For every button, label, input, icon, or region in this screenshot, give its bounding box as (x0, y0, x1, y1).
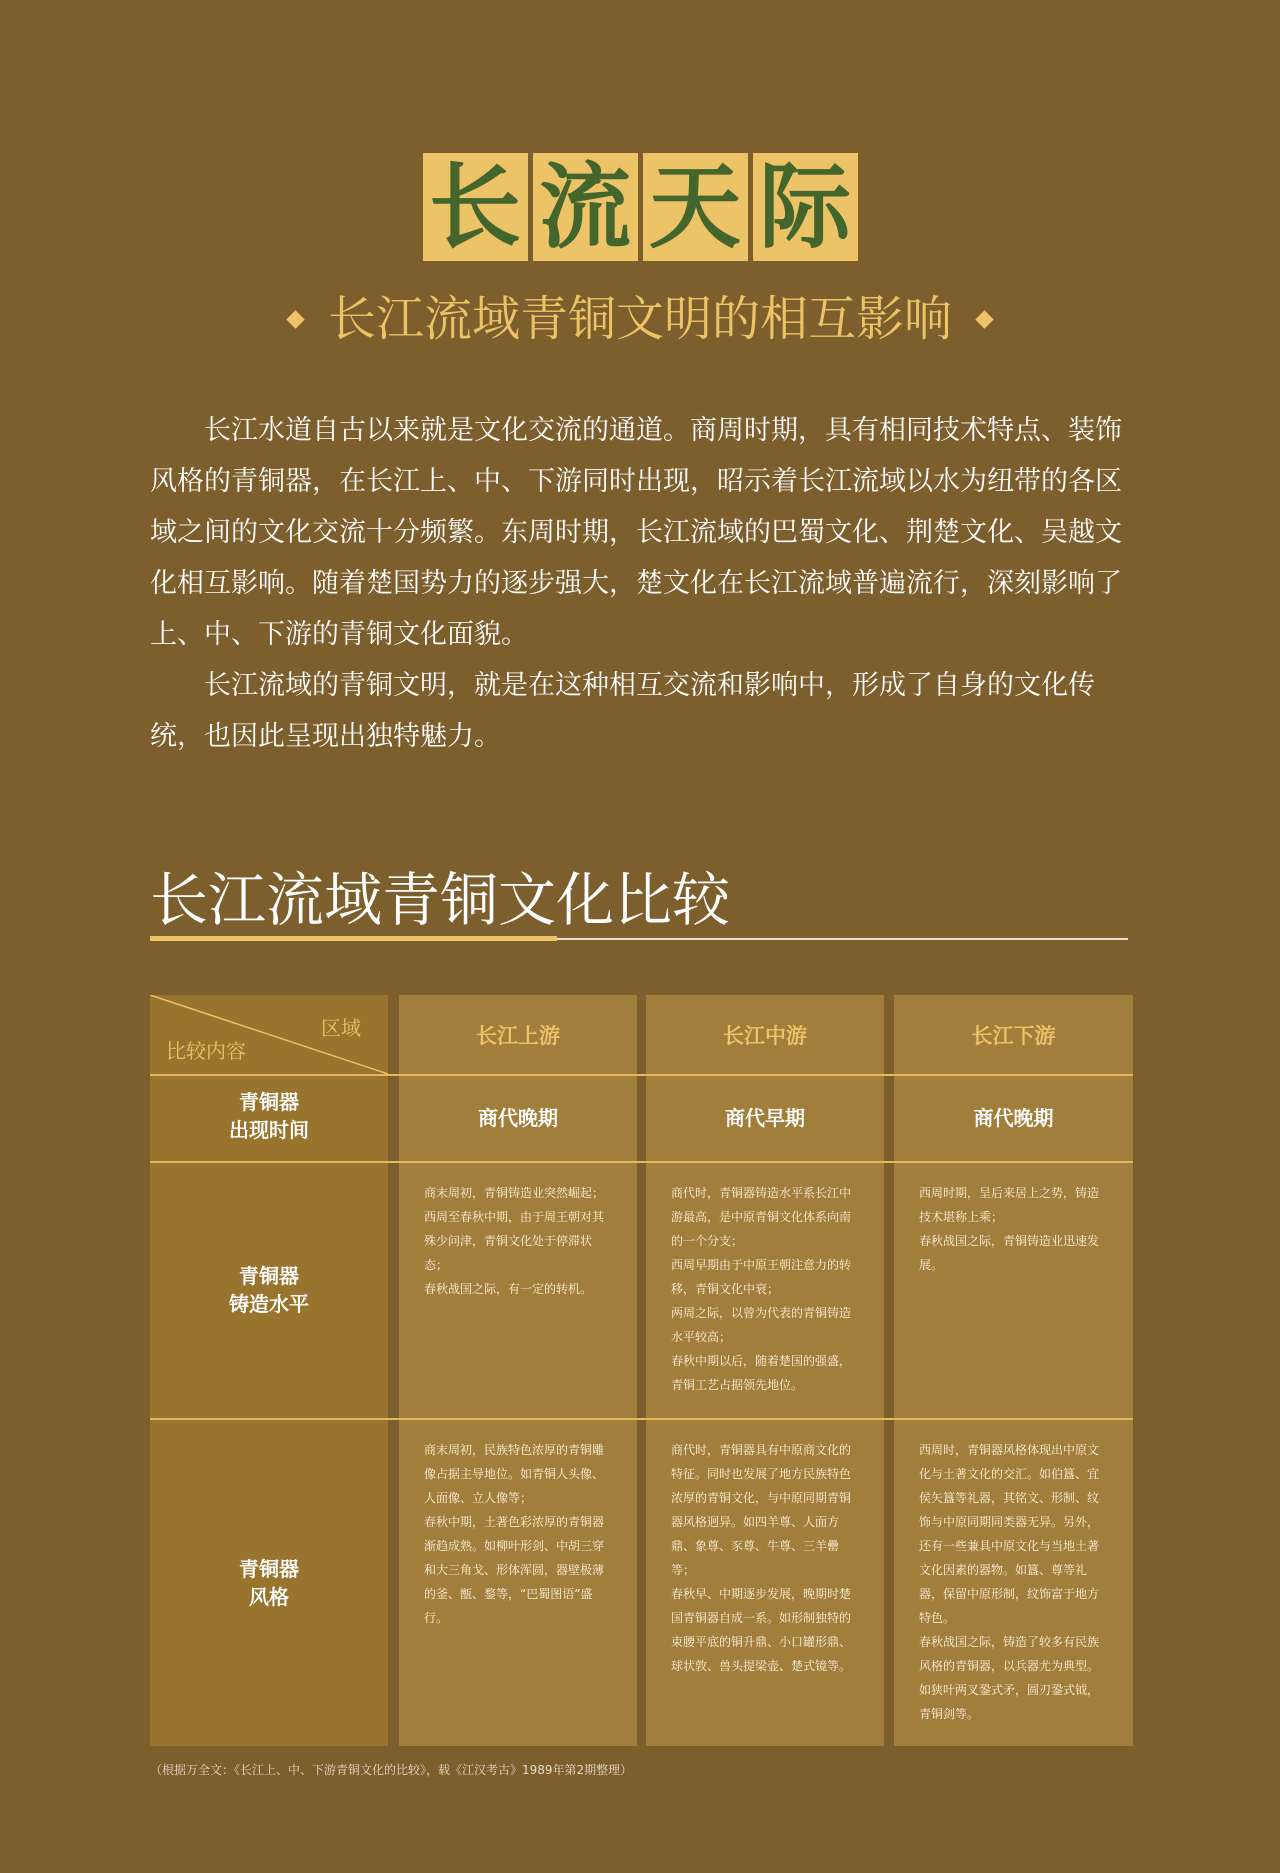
level-upper (399, 1181, 637, 1301)
region-label: 区域 (321, 1016, 361, 1040)
detail-line: 春秋战国之际，有一定的转机。 (424, 1282, 593, 1296)
footnote: （根据万全文：《长江上、中、下游青铜文化的比较》，载《江汉考古》1989年第2期整理） (150, 1763, 633, 1777)
row-label-time (150, 1076, 388, 1156)
intro-text (150, 405, 1130, 762)
row-label-line: 青铜器 (239, 1263, 299, 1288)
style-lower (894, 1438, 1133, 1726)
style-middle (646, 1438, 884, 1678)
compare-label: 比较内容 (166, 1039, 246, 1063)
level-lower (894, 1181, 1133, 1277)
row-label-line: 出现时间 (229, 1118, 309, 1142)
main-title (0, 153, 1280, 261)
time-upper: 商代晚期 (478, 1105, 558, 1130)
detail-line: 春秋早、中期逐步发展，晚期时楚国青铜器自成一系。如形制独特的束腰平底的铜升鼎、小口罐形鼎、球状敦、兽头提梁壶、楚式镜等。 (671, 1587, 852, 1673)
comparison-table (150, 995, 1133, 1746)
detail-line: 西周早期由于中原王朝注意力的转移，青铜文化中衰； (671, 1258, 852, 1296)
diamond-left-icon (286, 310, 304, 328)
intro-paragraph: 长江水道自古以来就是文化交流的通道。商周时期，具有相同技术特点、装饰风格的青铜器，在长江上、中、下游同时出现，昭示着长江流域以水为纽带的各区域之间的文化交流十分频繁。东周时期，长江流域的巴蜀文化、荆楚文化、吴越文化相互影响。随着楚国势力的逐步强大，楚文化在长江流域普遍流行，深刻影响了上、中、下游的青铜文化面貌。 (150, 415, 1122, 650)
header-lower: 长江下游 (971, 1023, 1056, 1048)
intro-paragraph: 长江流域的青铜文明，就是在这种相互交流和影响中，形成了自身的文化传统，也因此呈现出独特魅力。 (150, 670, 1095, 752)
detail-line: 商代时，青铜器具有中原商文化的特征。同时也发展了地方民族特色浓厚的青铜文化，与中原同期青铜器风格迥异。如四羊尊、人面方鼎、象尊、豕尊、牛尊、三羊罍等； (671, 1443, 852, 1577)
subtitle-row (0, 283, 1280, 355)
detail-line: 春秋战国之际，青铜铸造业迅速发展。 (919, 1234, 1100, 1272)
row-label-style (150, 1420, 388, 1746)
time-lower: 商代晚期 (973, 1105, 1054, 1130)
detail-line: 春秋中期以后，随着楚国的强盛，青铜工艺占据领先地位。 (671, 1354, 852, 1392)
detail-line: 商末周初，青铜铸造业突然崛起； (424, 1186, 605, 1200)
title-char: 天 (643, 153, 748, 261)
detail-line: 西周时期，呈后来居上之势，铸造技术堪称上乘； (919, 1186, 1100, 1224)
row-label-line: 风格 (249, 1585, 289, 1609)
style-upper (399, 1438, 637, 1630)
row-label-level (150, 1163, 388, 1416)
detail-line: 西周至春秋中期，由于周王朝对其殊少问津，青铜文化处于停滞状态； (424, 1210, 605, 1272)
header-upper: 长江上游 (476, 1023, 560, 1048)
row-label-line: 铸造水平 (229, 1291, 309, 1316)
detail-line: 春秋战国之际，铸造了较多有民族风格的青铜器，以兵器尤为典型。如狭叶两叉銎式矛，圆刃銎式钺，青铜剑等。 (919, 1635, 1100, 1721)
detail-line: 商代时，青铜器铸造水平系长江中游最高，是中原青铜文化体系向南的一个分支； (671, 1186, 852, 1248)
row-label-line: 青铜器 (239, 1090, 299, 1114)
diamond-right-icon (975, 310, 993, 328)
section-title: 长江流域青铜文化比较 (150, 866, 731, 934)
detail-line: 春秋中期，土著色彩浓厚的青铜器渐趋成熟。如柳叶形剑、中胡三穿和大三角戈、形体浑圆，器壁极薄的釜、甑、鍪等，“巴蜀图语”盛行。 (424, 1515, 605, 1625)
title-char: 际 (753, 153, 858, 261)
detail-line: 西周时，青铜器风格体现出中原文化与土著文化的交汇。如伯簋、宜侯矢簋等礼器，其铭文、形制、纹饰与中原同期同类器无异。另外，还有一些兼具中原文化与当地土著文化因素的器物。如簋、尊等礼器，保留中原形制，纹饰富于地方特色。 (919, 1443, 1100, 1625)
subtitle: 长江流域青铜文明的相互影响 (327, 291, 952, 347)
header-middle: 长江中游 (723, 1023, 807, 1048)
level-middle (646, 1181, 884, 1397)
title-char: 流 (533, 153, 638, 261)
detail-line: 商末周初，民族特色浓厚的青铜雕像占据主导地位。如青铜人头像、人面像、立人像等； (424, 1443, 605, 1505)
row-label-line: 青铜器 (239, 1557, 299, 1581)
section-rule-accent (150, 936, 557, 941)
detail-line: 两周之际，以曾为代表的青铜铸造水平较高； (671, 1306, 852, 1344)
title-char: 长 (423, 153, 528, 261)
time-middle: 商代早期 (725, 1105, 805, 1130)
header-diagonal-cell (150, 995, 388, 1074)
